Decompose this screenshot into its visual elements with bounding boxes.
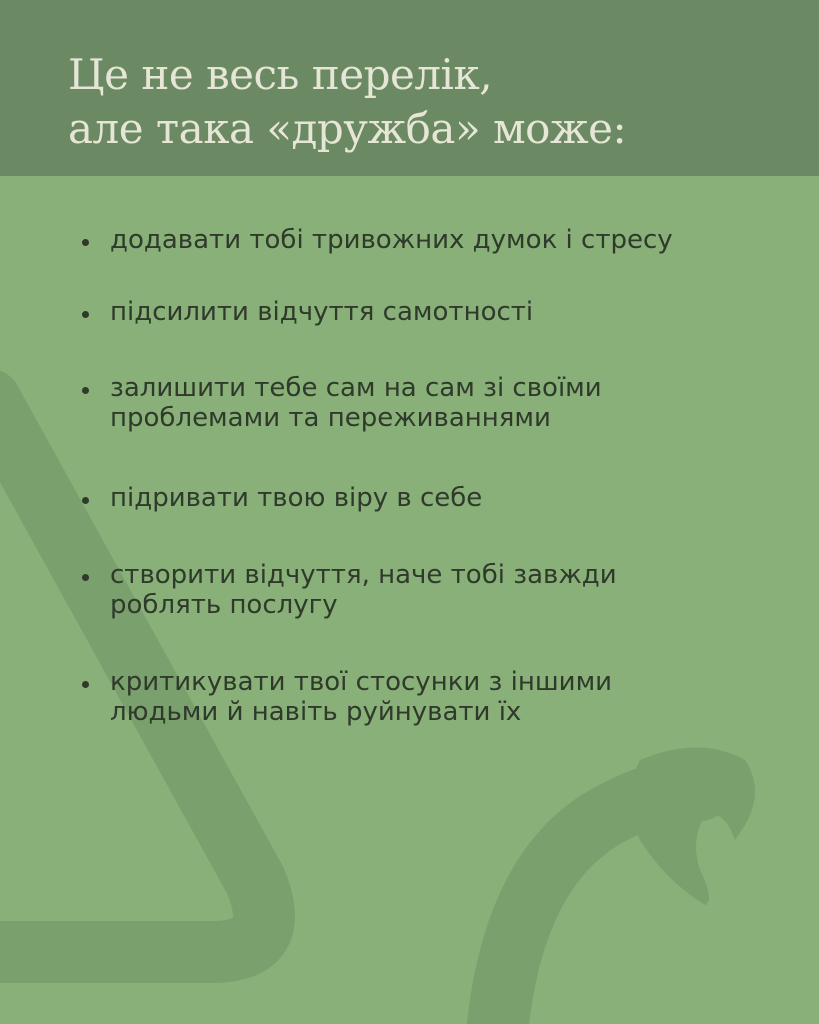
list-item-text: людьми й навіть руйнувати їх	[110, 697, 522, 727]
bullet-icon	[82, 239, 89, 246]
list-item-text: створити відчуття, наче тобі завжди	[110, 560, 617, 590]
page-title	[68, 48, 626, 156]
bullet-icon	[82, 387, 89, 394]
list-item	[80, 667, 612, 727]
list-item	[80, 373, 602, 433]
title-banner	[0, 0, 819, 176]
bullet-icon	[82, 681, 89, 688]
list-item	[80, 560, 617, 620]
bullet-icon	[82, 574, 89, 581]
bullet-icon	[82, 311, 89, 318]
list-item-text: підривати твою віру в себе	[110, 483, 483, 513]
list-item-text: додавати тобі тривожних думок і стресу	[110, 225, 673, 255]
title-line-1: Це не весь перелік,	[68, 50, 493, 99]
list-item-text: критикувати твої стосунки з іншими	[110, 667, 613, 697]
list-item-text: роблять послугу	[110, 590, 338, 620]
list-item-text: проблемами та переживаннями	[110, 403, 551, 433]
bullet-icon	[82, 497, 89, 504]
list-item	[80, 483, 482, 513]
list-item	[80, 297, 533, 327]
list-item	[80, 225, 673, 255]
list-item-text: залишити тебе сам на сам зі своїми	[110, 373, 602, 403]
list-item-text: підсилити відчуття самотності	[110, 297, 534, 327]
title-line-2: але така «дружба» може:	[68, 104, 627, 153]
